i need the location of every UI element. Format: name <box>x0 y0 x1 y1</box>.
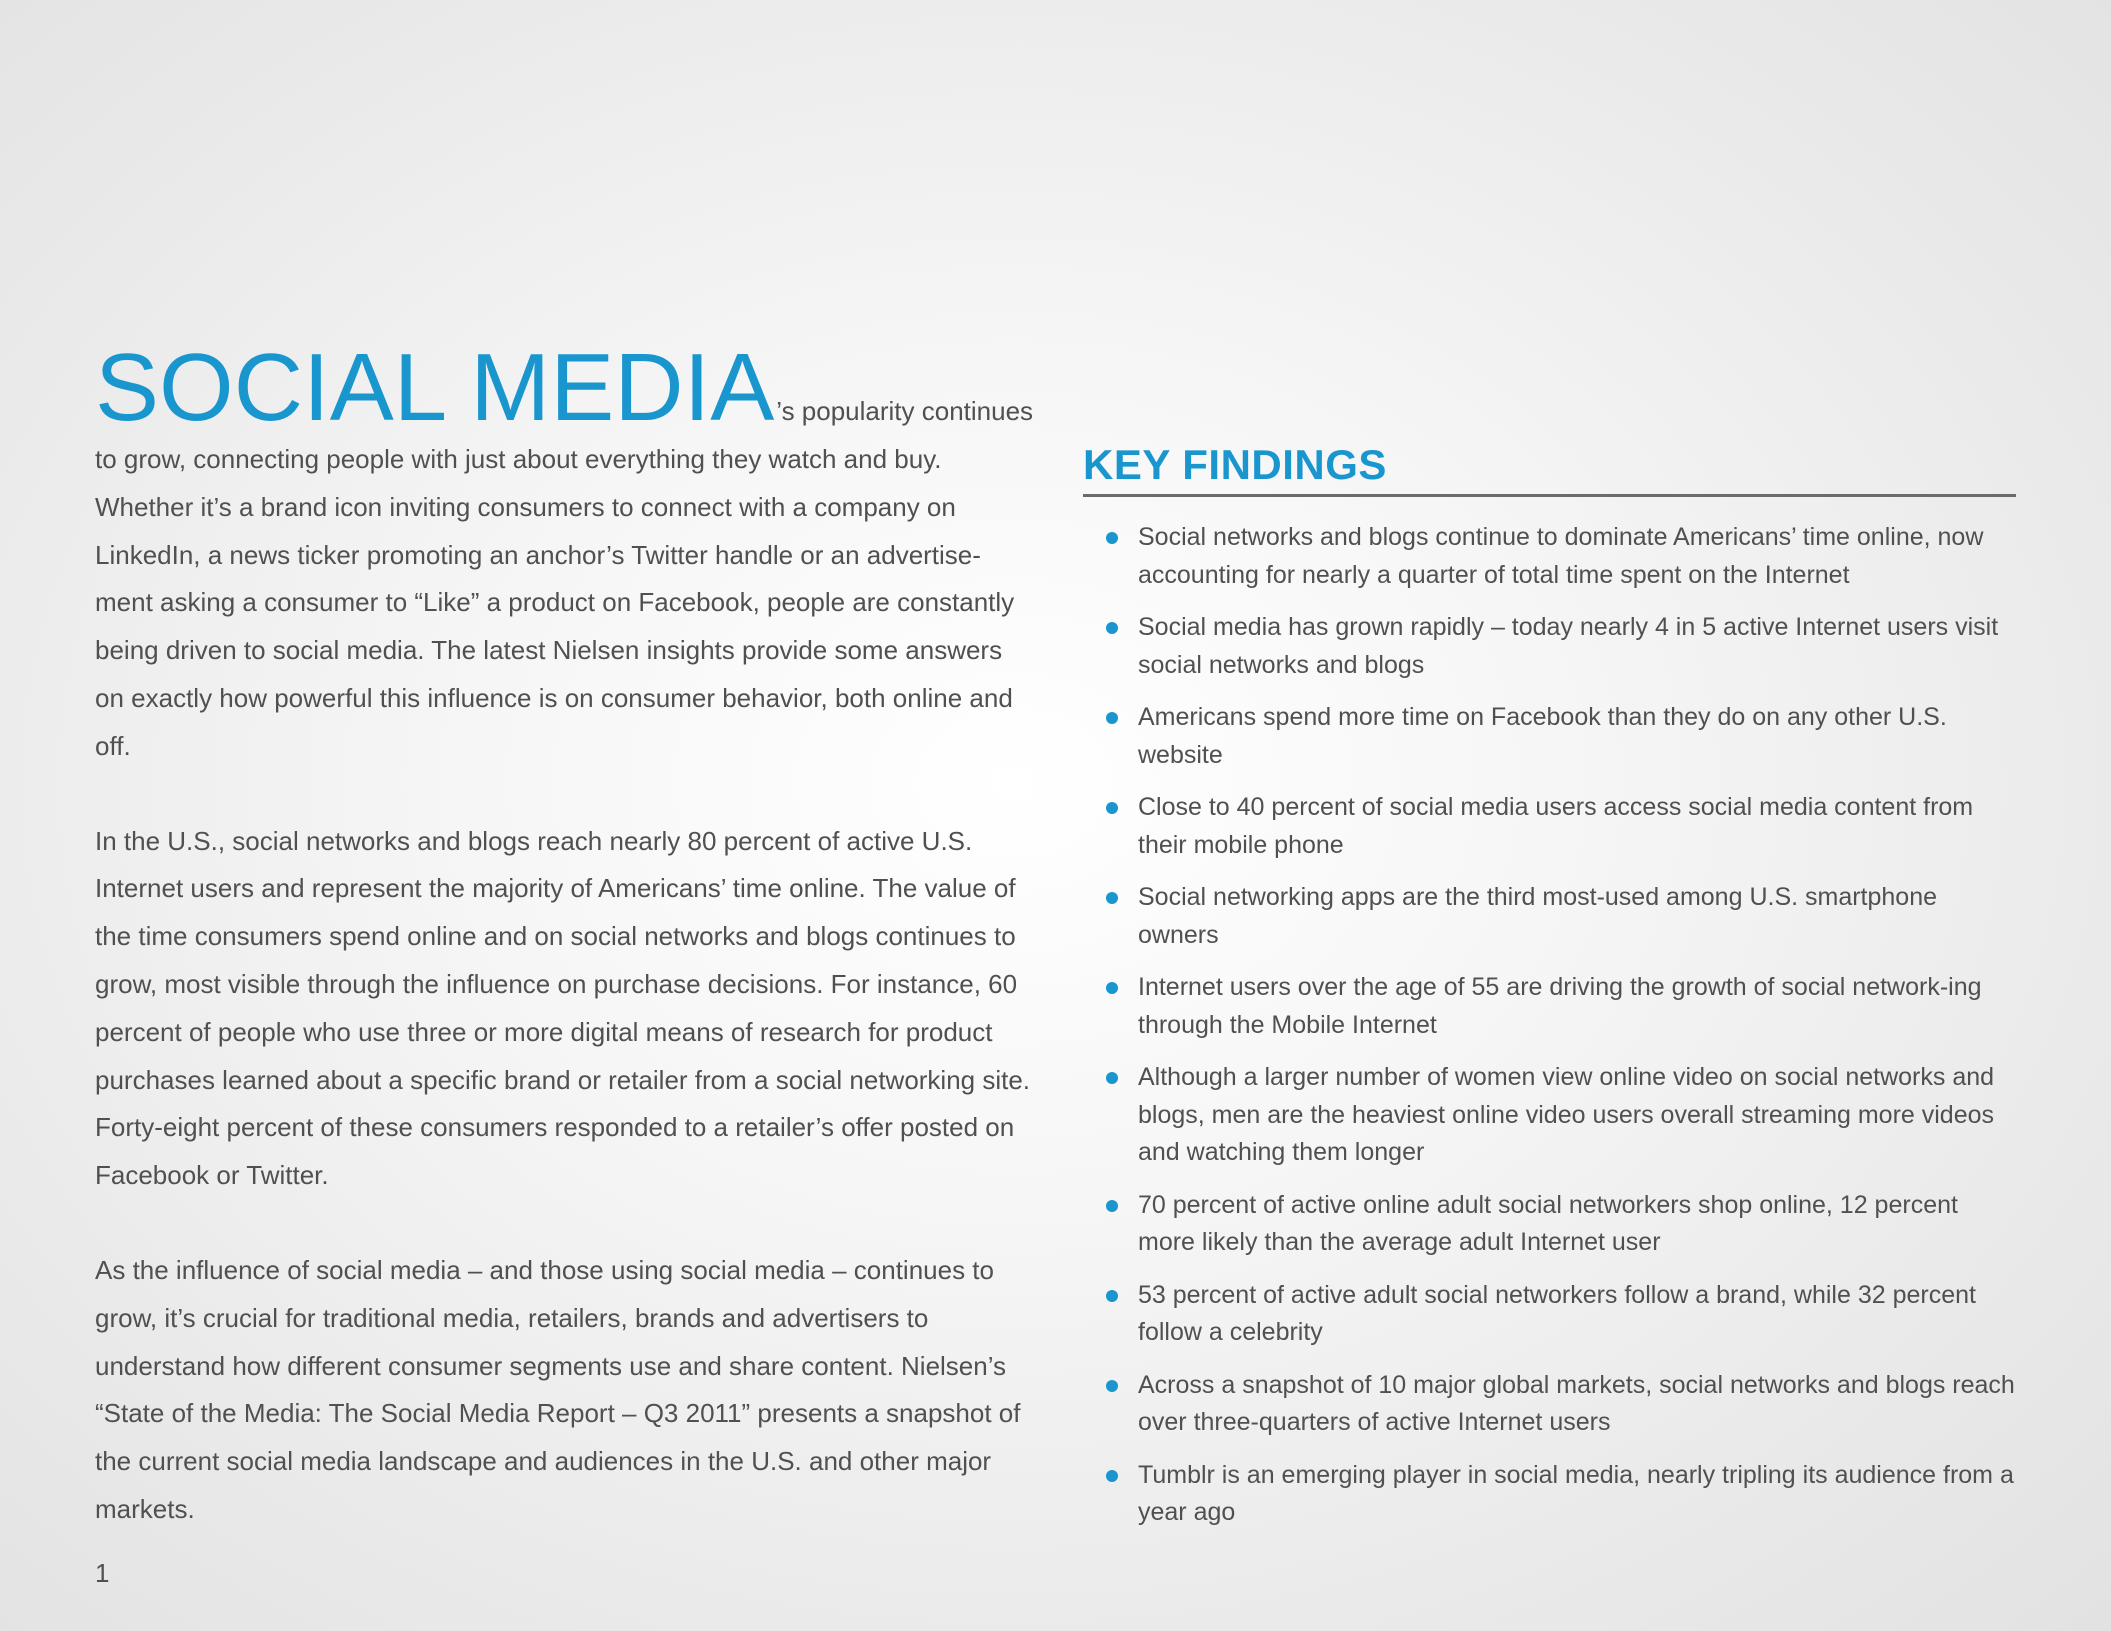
headline: SOCIAL MEDIA <box>95 334 775 441</box>
finding-item <box>1083 609 2016 684</box>
main-text-column <box>95 334 1035 1534</box>
finding-item <box>1083 519 2016 594</box>
finding-item <box>1083 1059 2016 1172</box>
finding-item <box>1083 969 2016 1044</box>
bullet-icon <box>1106 1072 1118 1084</box>
finding-item <box>1083 1457 2016 1532</box>
finding-text: Across a snapshot of 10 major global markets, social networks and blogs reach over three-quarters of active Internet users <box>1138 1370 2015 1436</box>
finding-text: Internet users over the age of 55 are driving the growth of social network-ing through the Mobile Internet <box>1138 973 1982 1039</box>
bullet-icon <box>1106 1290 1118 1302</box>
bullet-icon <box>1106 622 1118 634</box>
finding-text: 70 percent of active online adult social networkers shop online, 12 percent more likely than the average adult Internet user <box>1138 1190 1958 1256</box>
bullet-icon <box>1106 892 1118 904</box>
body-paragraph-1: In the U.S., social networks and blogs reach nearly 80 percent of active U.S. Internet users and represent the majority of Americans’ time online. The value of the time consumers spend online and on social networks and blogs continues to grow, most visible through the influence on purchase decisions. For instance, 60 percent of people who use three or more digital means of research for product purchases learned about a specific brand or retailer from a social networking site. Forty-eight percent of these consumers responded to a retailer’s offer posted on Facebook or Twitter. <box>95 825 1031 1191</box>
intro-text: ’s popularity continues to grow, connecting people with just about everything they watch and buy. Whether it’s a brand icon inviting consumers to connect with a company on LinkedIn, a news ticker promoting an anchor’s Twitter handle or an advertise-ment asking a consumer to “Like” a product on Facebook, people are constantly being driven to social media. The latest Nielsen insights provide some answers on exactly how powerful this influence is on consumer behavior, both online and off. <box>95 396 1034 761</box>
bullet-icon <box>1106 532 1118 544</box>
body-paragraph-2: As the influence of social media – and those using social media – continues to grow, it’s crucial for traditional media, retailers, brands and advertisers to understand how different consumer segments use and share content. Nielsen’s “State of the Media: The Social Media Report – Q3 2011” presents a snapshot of the current social media landscape and audiences in the U.S. and other major markets. <box>95 1254 1021 1524</box>
finding-text: Social networking apps are the third most-used among U.S. smartphone owners <box>1138 883 1938 949</box>
key-findings-panel <box>1083 440 2016 1547</box>
finding-item <box>1083 1367 2016 1442</box>
finding-text: Social media has grown rapidly – today nearly 4 in 5 active Internet users visit social networks and blogs <box>1138 613 1999 679</box>
finding-text: 53 percent of active adult social networkers follow a brand, while 32 percent follow a celebrity <box>1138 1280 1976 1346</box>
key-findings-heading: KEY FINDINGS <box>1083 440 2016 497</box>
intro-paragraph <box>95 334 1035 771</box>
finding-item <box>1083 1277 2016 1352</box>
bullet-icon <box>1106 1380 1118 1392</box>
page-number: 1 <box>95 1558 110 1588</box>
bullet-icon <box>1106 982 1118 994</box>
finding-text: Americans spend more time on Facebook than they do on any other U.S. website <box>1138 703 1947 769</box>
bullet-icon <box>1106 712 1118 724</box>
bullet-icon <box>1106 1200 1118 1212</box>
finding-item <box>1083 879 2016 954</box>
finding-text: Although a larger number of women view online video on social networks and blogs, men are the heaviest online video users overall streaming more videos and watching them longer <box>1138 1063 1995 1166</box>
key-findings-list <box>1083 519 2016 1532</box>
bullet-icon <box>1106 1470 1118 1482</box>
finding-text: Tumblr is an emerging player in social media, nearly tripling its audience from a year ago <box>1138 1460 2014 1526</box>
finding-text: Social networks and blogs continue to dominate Americans’ time online, now accounting for nearly a quarter of total time spent on the Internet <box>1138 523 1984 589</box>
finding-item <box>1083 789 2016 864</box>
finding-item <box>1083 699 2016 774</box>
bullet-icon <box>1106 802 1118 814</box>
finding-text: Close to 40 percent of social media users access social media content from their mobile phone <box>1138 793 1974 859</box>
finding-item <box>1083 1187 2016 1262</box>
